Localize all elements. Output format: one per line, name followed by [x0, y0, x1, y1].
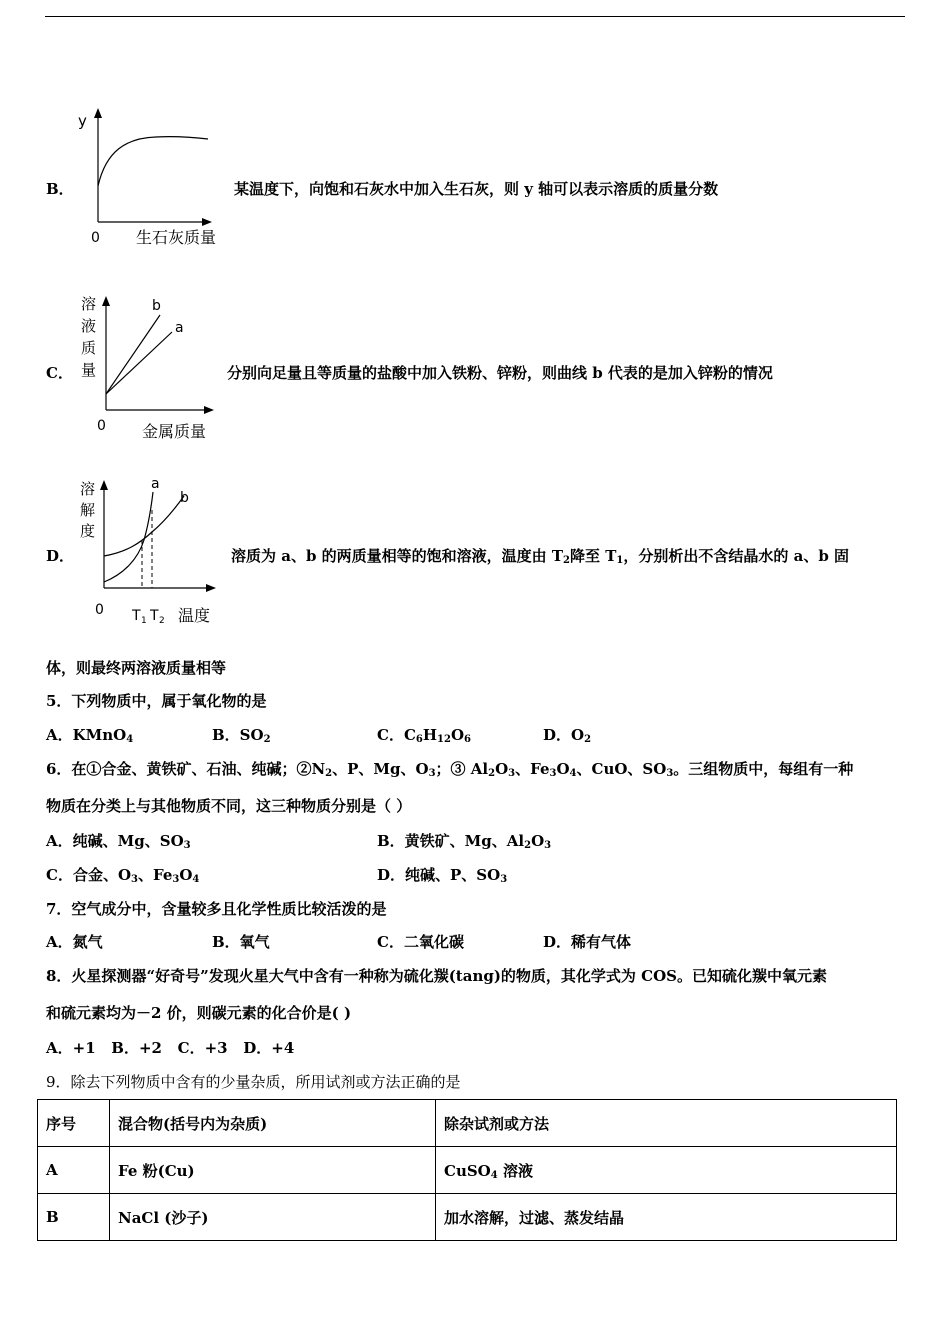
- q5-option-c: C．$C_6H_{12}O_6$: [377, 726, 472, 745]
- q9-table: [37, 1099, 897, 1241]
- table-row: [38, 1147, 897, 1194]
- y-arrow: [94, 108, 102, 118]
- header-rule: [45, 16, 905, 17]
- q6-option-b: B．黄铁矿、Mg、$Al_2O_3$: [377, 832, 552, 851]
- q7-option-d: D．稀有气体: [543, 933, 632, 951]
- q9-stem: 9．除去下列物质中含有的少量杂质，所用试剂或方法正确的是: [46, 1073, 461, 1091]
- y-arrow: [100, 480, 108, 490]
- y-arrow: [102, 296, 110, 306]
- table-cell: B: [38, 1194, 110, 1241]
- q6-option-a: A．纯碱、Mg、$SO_3$: [46, 832, 191, 851]
- curve: [98, 137, 208, 186]
- q7-option-c: C．二氧化碳: [377, 933, 464, 951]
- q7-option-a: A．氮气: [46, 933, 103, 951]
- q7-option-b: B．氧气: [212, 933, 270, 951]
- q4-option-d-text-cont: 体，则最终两溶液质量相等: [46, 659, 227, 677]
- curve-b-label: b: [152, 298, 161, 314]
- q8-stem-2: 和硫元素均为－2 价，则碳元素的化合价是( ): [46, 1004, 352, 1022]
- y-label: y: [78, 112, 87, 130]
- q4-option-b-text: 某温度下，向饱和石灰水中加入生石灰，则 y 轴可以表示溶质的质量分数: [234, 180, 719, 198]
- y-label-3: 度: [80, 522, 96, 540]
- q6-option-c: C．合金、$O_3$、$Fe_3O_4$: [46, 866, 200, 885]
- origin-label: 0: [97, 418, 106, 434]
- q4-option-d-text: 溶质为 a、b 的两质量相等的饱和溶液，温度由 $T_2$降至 $T_1$，分别析出不含结晶水的 a、b 固: [231, 547, 850, 566]
- q4-option-d-label: D．: [46, 547, 75, 565]
- origin-label: 0: [91, 230, 100, 246]
- table-cell: A: [38, 1147, 110, 1194]
- table-cell: Fe 粉(Cu): [110, 1147, 436, 1194]
- q5-option-a: A．KMnO$_4$: [46, 726, 134, 745]
- q6-stem-2: 物质在分类上与其他物质不同，这三种物质分别是（ ）: [46, 797, 412, 815]
- x-label: 温度: [178, 606, 211, 625]
- q8-options: A．+1 B．+2 C．+3 D．+4: [46, 1039, 295, 1057]
- y-label-1: 溶: [80, 480, 96, 498]
- header-cell: 混合物(括号内为杂质): [110, 1100, 436, 1147]
- table-row: [38, 1194, 897, 1241]
- y-label-4: 量: [81, 361, 97, 379]
- q7-stem: 7．空气成分中，含量较多且化学性质比较活泼的是: [46, 900, 387, 918]
- q4-option-b-label: B．: [46, 180, 74, 198]
- q4-b-graph: [66, 106, 236, 254]
- q4-d-graph: [74, 474, 234, 632]
- t2-label: T: [150, 608, 159, 624]
- q4-c-graph: [74, 290, 224, 445]
- table-cell: NaCl (沙子): [110, 1194, 436, 1241]
- q6-option-d: D．纯碱、P、$SO_3$: [377, 866, 508, 885]
- q4-option-c-text: 分别向足量且等质量的盐酸中加入铁粉、锌粉，则曲线 b 代表的是加入锌粉的情况: [227, 364, 773, 382]
- t1-label: T: [132, 608, 141, 624]
- y-label-2: 解: [80, 501, 96, 519]
- y-label-2: 液: [81, 317, 97, 335]
- t1-sub: 1: [141, 616, 147, 626]
- q6-stem-1: 6．在①合金、黄铁矿、石油、纯碱；$②N_2$、P、Mg、$O_3$；③ $Al_2O_3$、$Fe_3O_4$、CuO、$SO_3$。三组物质中，每组有一种: [46, 760, 854, 779]
- curve-a-label: a: [151, 476, 160, 492]
- x-label: 生石灰质量: [136, 228, 217, 247]
- q8-stem-1: 8．火星探测器“好奇号”发现火星大气中含有一种称为硫化羰(tang)的物质，其化学式为 COS。已知硫化羰中氧元素: [46, 967, 827, 985]
- header-cell: 序号: [38, 1100, 110, 1147]
- q5-option-b: B．$SO_2$: [212, 726, 271, 745]
- curve-b-label: b: [180, 490, 189, 506]
- t2-sub: 2: [159, 616, 165, 626]
- y-label-1: 溶: [81, 295, 97, 313]
- curve-b: [106, 315, 160, 394]
- curve-b: [104, 496, 184, 556]
- curve-a-label: a: [175, 320, 184, 336]
- origin-label: 0: [95, 602, 104, 618]
- x-arrow: [204, 406, 214, 414]
- table-cell: 加水溶解，过滤、蒸发结晶: [436, 1194, 897, 1241]
- q5-option-d: D．$O_2$: [543, 726, 592, 745]
- y-label-3: 质: [81, 339, 97, 357]
- x-arrow: [206, 584, 216, 592]
- x-arrow: [202, 218, 212, 226]
- curve-a: [106, 332, 172, 394]
- table-header-row: [38, 1100, 897, 1147]
- table-cell: CuSO$_4$ 溶液: [436, 1147, 897, 1194]
- q4-option-c-label: C．: [46, 364, 73, 382]
- header-cell: 除杂试剂或方法: [436, 1100, 897, 1147]
- q5-stem: 5．下列物质中，属于氧化物的是: [46, 692, 267, 710]
- x-label: 金属质量: [142, 422, 207, 441]
